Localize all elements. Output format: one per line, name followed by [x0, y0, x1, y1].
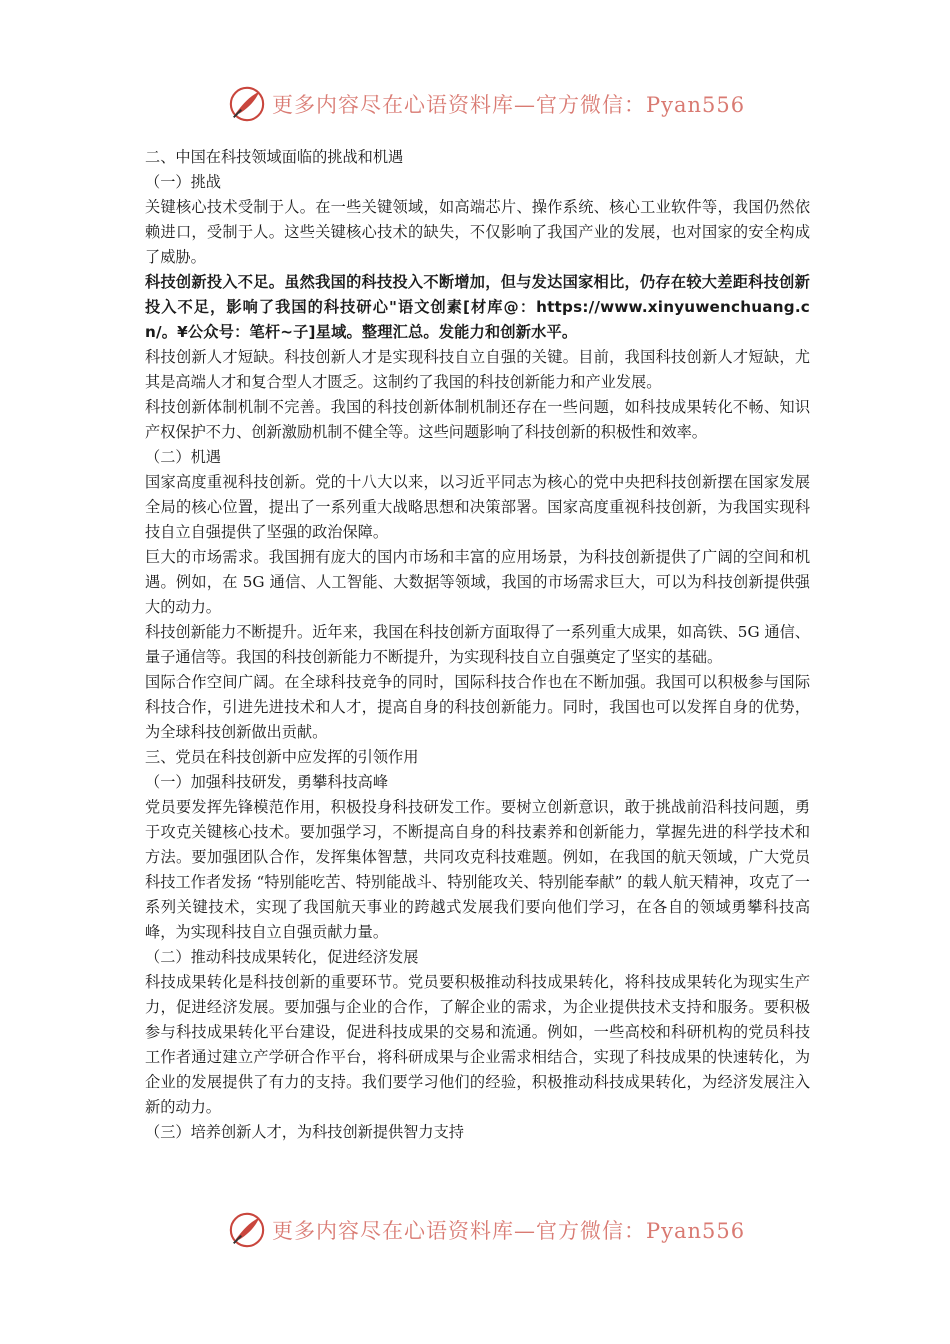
paragraph: 科技创新体制机制不完善。我国的科技创新体制机制还存在一些问题，如科技成果转化不畅、知识产权保护不力、创新激励机制不健全等。这些问题影响了科技创新的积极性和效率。 [145, 398, 810, 441]
subsection-heading: （三）培养创新人才，为科技创新提供智力支持 [145, 1123, 464, 1141]
quill-logo-icon [228, 1211, 266, 1249]
section-heading: 三、党员在科技创新中应发挥的引领作用 [145, 748, 419, 766]
quill-logo-icon [228, 85, 266, 123]
paragraph-bold: 科技创新投入不足。虽然我国的科技投入不断增加，但与发达国家相比，仍存在较大差距科技创新投入不足，影响了我国的科技研心"语文创素[材库@：https://www.xinyuwenchuang.cn/。¥公众号：笔杆~子]星域。整理汇总。发能力和创新水平。 [145, 273, 810, 341]
banner-text: 更多内容尽在心语资料库—官方微信：Pyan556 [272, 1219, 746, 1243]
paragraph: 巨大的市场需求。我国拥有庞大的国内市场和丰富的应用场景，为科技创新提供了广阔的空间和机遇。例如，在 5G 通信、人工智能、大数据等领域，我国的市场需求巨大，可以为科技创新提供强大的动力。 [145, 548, 810, 616]
paragraph: 科技创新人才短缺。科技创新人才是实现科技自立自强的关键。目前，我国科技创新人才短缺，尤其是高端人才和复合型人才匮乏。这制约了我国的科技创新能力和产业发展。 [145, 348, 810, 391]
document-body [145, 145, 810, 1145]
paragraph: 国际合作空间广阔。在全球科技竞争的同时，国际科技合作也在不断加强。我国可以积极参与国际科技合作，引进先进技术和人才，提高自身的科技创新能力。同时，我国也可以发挥自身的优势，为全球科技创新做出贡献。 [145, 673, 810, 741]
subsection-heading: （二）机遇 [145, 448, 221, 466]
subsection-heading: （一）加强科技研发，勇攀科技高峰 [145, 773, 388, 791]
paragraph: 科技创新能力不断提升。近年来，我国在科技创新方面取得了一系列重大成果，如高铁、5G 通信、量子通信等。我国的科技创新能力不断提升，为实现科技自立自强奠定了坚实的基础。 [145, 623, 810, 666]
section-heading: 二、中国在科技领域面临的挑战和机遇 [145, 148, 404, 166]
footer-banner [228, 1210, 748, 1250]
paragraph: 科技成果转化是科技创新的重要环节。党员要积极推动科技成果转化，将科技成果转化为现实生产力，促进经济发展。要加强与企业的合作，了解企业的需求，为企业提供技术支持和服务。要积极参与科技成果转化平台建设，促进科技成果的交易和流通。例如，一些高校和科研机构的党员科技工作者通过建立产学研合作平台，将科研成果与企业需求相结合，实现了科技成果的快速转化，为企业的发展提供了有力的支持。我们要学习他们的经验，积极推动科技成果转化，为经济发展注入新的动力。 [145, 973, 810, 1116]
paragraph: 国家高度重视科技创新。党的十八大以来，以习近平同志为核心的党中央把科技创新摆在国家发展全局的核心位置，提出了一系列重大战略思想和决策部署。国家高度重视科技创新，为我国实现科技自立自强提供了坚强的政治保障。 [145, 473, 810, 541]
paragraph: 党员要发挥先锋模范作用，积极投身科技研发工作。要树立创新意识，敢于挑战前沿科技问题，勇于攻克关键核心技术。要加强学习，不断提高自身的科技素养和创新能力，掌握先进的科学技术和方法。要加强团队合作，发挥集体智慧，共同攻克科技难题。例如，在我国的航天领域，广大党员科技工作者发扬 “特别能吃苦、特别能战斗、特别能攻关、特别能奉献” 的载人航天精神，攻克了一系列关键技术，实现了我国航天事业的跨越式发展我们要向他们学习，在各自的领域勇攀科技高峰，为实现科技自立自强贡献力量。 [145, 798, 810, 941]
banner-text: 更多内容尽在心语资料库—官方微信：Pyan556 [272, 93, 746, 117]
header-banner [228, 84, 748, 124]
subsection-heading: （一）挑战 [145, 173, 221, 191]
subsection-heading: （二）推动科技成果转化，促进经济发展 [145, 948, 419, 966]
paragraph: 关键核心技术受制于人。在一些关键领域，如高端芯片、操作系统、核心工业软件等，我国仍然依赖进口，受制于人。这些关键核心技术的缺失，不仅影响了我国产业的发展，也对国家的安全构成了威胁。 [145, 198, 810, 266]
